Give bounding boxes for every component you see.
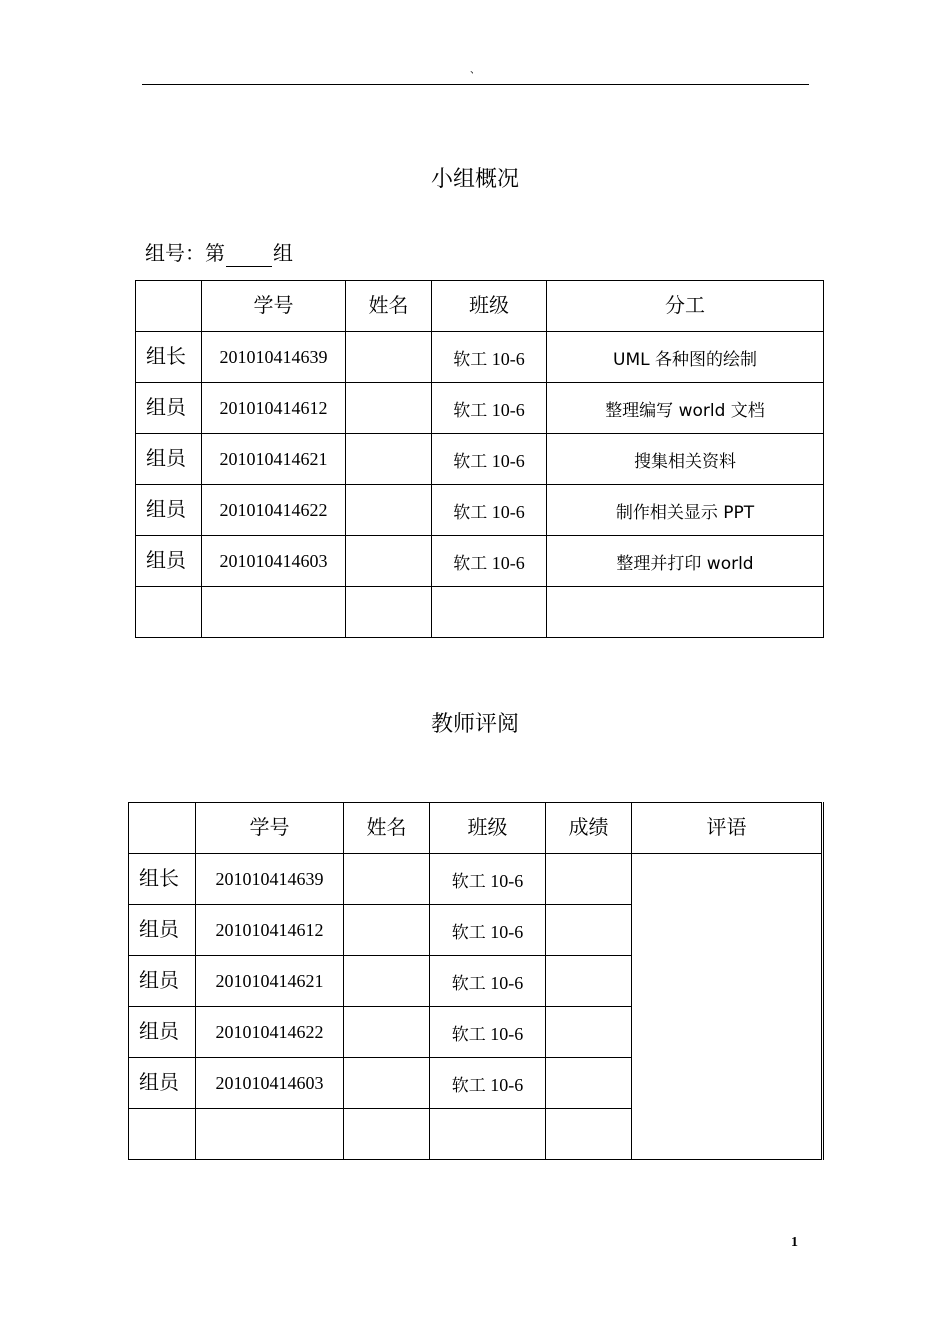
header-cell-class: 班级 xyxy=(432,281,547,332)
header-cell-id: 学号 xyxy=(202,281,346,332)
empty-cell[interactable] xyxy=(546,1109,632,1160)
score-cell[interactable] xyxy=(546,1007,632,1058)
group-number-prefix: 组号：第 xyxy=(145,241,225,265)
score-cell[interactable] xyxy=(546,854,632,905)
header-cell-id: 学号 xyxy=(196,803,344,854)
table-row-empty xyxy=(136,587,824,638)
student-id-cell: 201010414612 xyxy=(202,383,346,434)
group-number-blank[interactable] xyxy=(226,242,272,267)
teacher-review-table xyxy=(128,802,824,1160)
task-text: 整理编写 world 文档 xyxy=(605,400,765,421)
student-name-cell[interactable] xyxy=(346,485,432,536)
empty-cell[interactable] xyxy=(196,1109,344,1160)
class-number: 10-6 xyxy=(490,1023,524,1044)
student-name-cell[interactable] xyxy=(344,1007,430,1058)
student-name-cell[interactable] xyxy=(346,434,432,485)
empty-cell[interactable] xyxy=(346,587,432,638)
table-row xyxy=(136,383,824,434)
score-cell[interactable] xyxy=(546,1058,632,1109)
class-cell xyxy=(430,1007,546,1058)
student-name-cell[interactable] xyxy=(346,383,432,434)
task-cell xyxy=(547,332,824,383)
class-number: 10-6 xyxy=(491,450,525,471)
header-cell-empty xyxy=(129,803,196,854)
student-name-cell[interactable] xyxy=(344,1058,430,1109)
class-prefix: 软工 xyxy=(451,922,486,943)
student-id-cell: 201010414612 xyxy=(196,905,344,956)
class-number: 10-6 xyxy=(491,552,525,573)
role-cell: 组员 xyxy=(129,1007,196,1058)
group-overview-table xyxy=(135,280,824,638)
role-cell: 组长 xyxy=(136,332,202,383)
header-cell-name: 姓名 xyxy=(344,803,430,854)
class-cell xyxy=(432,536,547,587)
student-id-cell: 201010414622 xyxy=(202,485,346,536)
class-number: 10-6 xyxy=(491,399,525,420)
student-name-cell[interactable] xyxy=(346,332,432,383)
role-cell: 组长 xyxy=(129,854,196,905)
class-prefix: 软工 xyxy=(453,451,488,472)
class-number: 10-6 xyxy=(490,1074,524,1095)
role-cell: 组员 xyxy=(136,383,202,434)
class-prefix: 软工 xyxy=(451,973,486,994)
empty-cell[interactable] xyxy=(344,1109,430,1160)
student-id-cell: 201010414639 xyxy=(196,854,344,905)
task-text: 制作相关显示 PPT xyxy=(615,502,755,523)
class-prefix: 软工 xyxy=(451,871,486,892)
student-id-cell: 201010414622 xyxy=(196,1007,344,1058)
class-prefix: 软工 xyxy=(453,553,488,574)
class-cell xyxy=(430,905,546,956)
comment-cell[interactable] xyxy=(632,854,823,1160)
task-cell xyxy=(547,434,824,485)
section-title-teacher-review: 教师评阅 xyxy=(430,712,519,737)
table-row xyxy=(136,434,824,485)
class-cell xyxy=(432,383,547,434)
group-number-line xyxy=(145,239,293,267)
group-number-suffix: 组 xyxy=(273,241,293,265)
class-number: 10-6 xyxy=(490,972,524,993)
header-cell-comment: 评语 xyxy=(632,803,823,854)
table-row xyxy=(129,854,823,905)
task-text: 整理并打印 world xyxy=(616,553,754,574)
header-cell-task: 分工 xyxy=(547,281,824,332)
student-id-cell: 201010414603 xyxy=(202,536,346,587)
task-cell xyxy=(547,383,824,434)
header-mark: 、 xyxy=(470,65,480,76)
role-cell: 组员 xyxy=(136,485,202,536)
class-cell xyxy=(430,956,546,1007)
table-row xyxy=(136,536,824,587)
header-cell-score: 成绩 xyxy=(546,803,632,854)
class-prefix: 软工 xyxy=(453,400,488,421)
table-row xyxy=(136,485,824,536)
table-header-row xyxy=(129,803,823,854)
task-cell xyxy=(547,485,824,536)
task-text: UML 各种图的绘制 xyxy=(613,349,757,370)
page-number: 1 xyxy=(791,1235,798,1250)
empty-cell[interactable] xyxy=(129,1109,196,1160)
empty-cell[interactable] xyxy=(202,587,346,638)
header-cell-name: 姓名 xyxy=(346,281,432,332)
header-cell-class: 班级 xyxy=(430,803,546,854)
student-id-cell: 201010414603 xyxy=(196,1058,344,1109)
class-cell xyxy=(432,434,547,485)
table-header-row xyxy=(136,281,824,332)
role-cell: 组员 xyxy=(129,905,196,956)
role-cell: 组员 xyxy=(136,536,202,587)
empty-cell[interactable] xyxy=(547,587,824,638)
class-cell xyxy=(432,485,547,536)
task-text: 搜集相关资料 xyxy=(634,451,736,472)
role-cell: 组员 xyxy=(136,434,202,485)
header-cell-empty xyxy=(136,281,202,332)
score-cell[interactable] xyxy=(546,905,632,956)
score-cell[interactable] xyxy=(546,956,632,1007)
student-id-cell: 201010414639 xyxy=(202,332,346,383)
empty-cell[interactable] xyxy=(432,587,547,638)
student-name-cell[interactable] xyxy=(344,905,430,956)
role-cell: 组员 xyxy=(129,956,196,1007)
class-prefix: 软工 xyxy=(451,1075,486,1096)
task-cell xyxy=(547,536,824,587)
table-row xyxy=(136,332,824,383)
header-rule xyxy=(142,84,809,85)
student-id-cell: 201010414621 xyxy=(202,434,346,485)
empty-cell[interactable] xyxy=(430,1109,546,1160)
role-cell: 组员 xyxy=(129,1058,196,1109)
class-prefix: 软工 xyxy=(453,502,488,523)
class-cell xyxy=(432,332,547,383)
section-title-group-overview: 小组概况 xyxy=(430,167,519,192)
class-number: 10-6 xyxy=(490,921,524,942)
class-number: 10-6 xyxy=(491,348,525,369)
class-number: 10-6 xyxy=(491,501,525,522)
student-name-cell[interactable] xyxy=(346,536,432,587)
class-prefix: 软工 xyxy=(451,1024,486,1045)
class-number: 10-6 xyxy=(490,870,524,891)
student-id-cell: 201010414621 xyxy=(196,956,344,1007)
class-cell xyxy=(430,854,546,905)
student-name-cell[interactable] xyxy=(344,956,430,1007)
class-prefix: 软工 xyxy=(453,349,488,370)
class-cell xyxy=(430,1058,546,1109)
student-name-cell[interactable] xyxy=(344,854,430,905)
empty-cell[interactable] xyxy=(136,587,202,638)
